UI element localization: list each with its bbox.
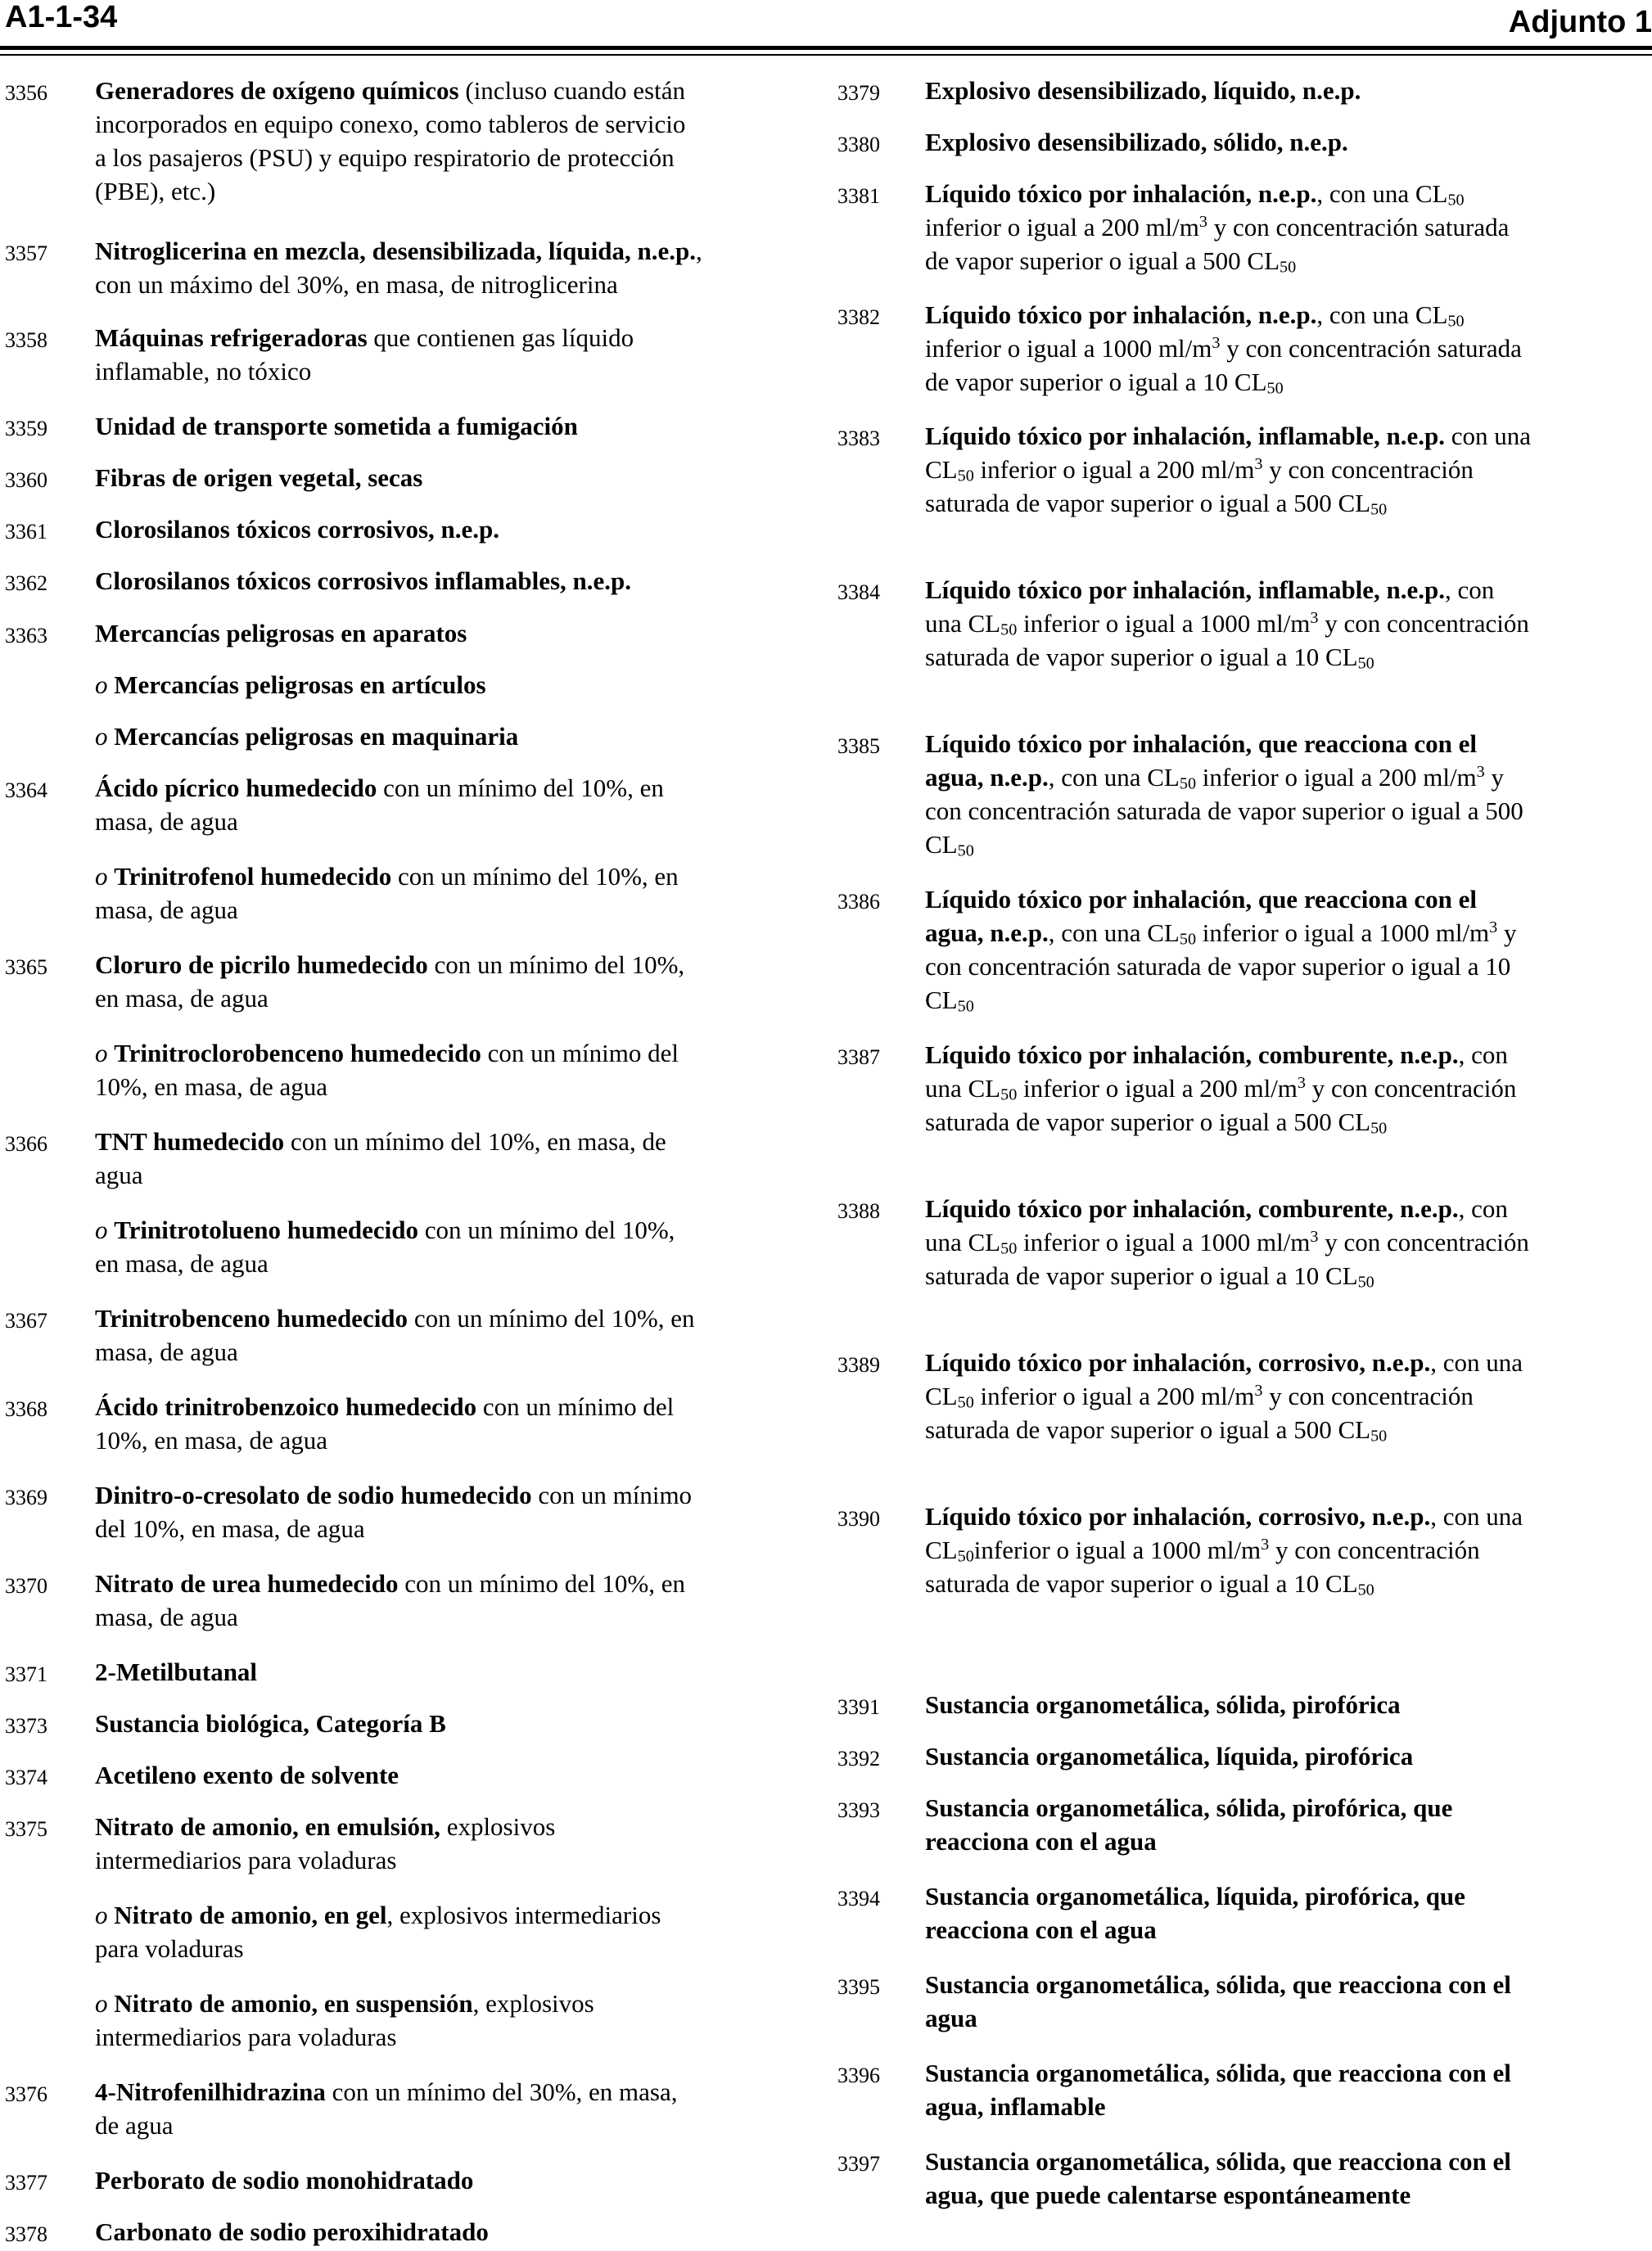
un-number: 3397 bbox=[837, 2152, 880, 2176]
entry-line: $CL_{50}inferior$ o igual a 1000 $ml/m^3$ y con concentración bbox=[925, 1535, 1480, 1566]
entry-description bbox=[925, 1739, 1652, 1773]
entry-description bbox=[925, 1038, 1652, 1139]
entry-description bbox=[925, 1879, 1652, 1947]
entry-line: Clorosilanos tóxicos corrosivos inflamables, n.e.p. bbox=[95, 566, 632, 595]
entry-line: Sustancia organometálica, líquida, pirofórica, que bbox=[925, 1882, 1465, 1910]
entry-description bbox=[95, 564, 807, 598]
un-number: 3356 bbox=[5, 81, 47, 105]
entry-line: agua, n.e.p., con una $CL_{50}$ inferior o igual a 200 $ml/m^3$ y bbox=[925, 762, 1504, 793]
entry-line: Sustancia organometálica, sólida, que reacciona con el bbox=[925, 2059, 1511, 2087]
entry-line: de agua bbox=[95, 2111, 174, 2140]
entry-line: para voladuras bbox=[95, 1934, 244, 1963]
entry-line: 2-Metilbutanal bbox=[95, 1658, 258, 1686]
entry-line: Explosivo desensibilizado, líquido, n.e.p. bbox=[925, 76, 1361, 105]
un-number: 3393 bbox=[837, 1798, 880, 1822]
un-number: 3369 bbox=[5, 1486, 47, 1509]
entry-line: inflamable, no tóxico bbox=[95, 357, 312, 386]
un-number: 3396 bbox=[837, 2064, 880, 2087]
entry-line: Acetileno exento de solvente bbox=[95, 1761, 399, 1789]
un-number: 3386 bbox=[837, 890, 880, 913]
un-number: 3391 bbox=[837, 1695, 880, 1719]
entry-description bbox=[925, 2145, 1652, 2212]
entry-description bbox=[95, 1567, 807, 1634]
entry-line: Líquido tóxico por inhalación, inflamable, n.e.p., con bbox=[925, 575, 1495, 604]
entry-line: Clorosilanos tóxicos corrosivos, n.e.p. bbox=[95, 515, 500, 544]
entry-line: Explosivo desensibilizado, sólido, n.e.p. bbox=[925, 128, 1348, 156]
entry-description bbox=[925, 1968, 1652, 2035]
entry-line: una $CL_{50}$ inferior o igual a 1000 $ml/m^3$ y con concentración bbox=[925, 1227, 1529, 1258]
entry-description bbox=[95, 1707, 807, 1740]
entry-line: a los pasajeros (PSU) y equipo respiratorio de protección bbox=[95, 143, 675, 172]
entry-description bbox=[925, 298, 1652, 399]
entry-line: de vapor superior o igual a 500 $CL_{50}$ bbox=[925, 246, 1297, 277]
entry-description bbox=[925, 177, 1652, 277]
un-number: 3359 bbox=[5, 417, 47, 440]
entry-line: $CL_{50}$ inferior o igual a 200 $ml/m^3$ y con concentración bbox=[925, 454, 1474, 485]
entry-line: incorporados en equipo conexo, como tableros de servicio bbox=[95, 110, 686, 138]
entry-description bbox=[925, 1688, 1652, 1721]
entry-description bbox=[95, 1125, 807, 1192]
entry-line: agua, que puede calentarse espontáneamente bbox=[925, 2181, 1411, 2209]
un-number: 3389 bbox=[837, 1353, 880, 1377]
entry-description bbox=[95, 1036, 807, 1103]
entry-line: saturada de vapor superior o igual a 10 $CL_{50}$ bbox=[925, 643, 1374, 673]
un-number: 3381 bbox=[837, 184, 880, 208]
entry-line: Líquido tóxico por inhalación, que reacciona con el bbox=[925, 729, 1478, 758]
un-number: 3361 bbox=[5, 520, 47, 544]
entry-line: con concentración saturada de vapor superior o igual a 10 bbox=[925, 952, 1511, 981]
entry-line: de vapor superior o igual a 10 $CL_{50}$ bbox=[925, 368, 1284, 398]
entry-line: o Mercancías peligrosas en maquinaria bbox=[95, 722, 519, 751]
entry-line: o Trinitrotolueno humedecido con un mínimo del 10%, bbox=[95, 1216, 675, 1244]
entry-description bbox=[925, 1500, 1652, 1600]
un-number: 3388 bbox=[837, 1199, 880, 1223]
entry-description bbox=[95, 74, 807, 208]
entry-line: Sustancia organometálica, sólida, pirofórica, que bbox=[925, 1793, 1453, 1822]
entry-line: TNT humedecido con un mínimo del 10%, en masa, de bbox=[95, 1127, 666, 1156]
entry-description bbox=[95, 1655, 807, 1689]
entry-line: Ácido pícrico humedecido con un mínimo del 10%, en bbox=[95, 774, 664, 802]
entry-description bbox=[925, 882, 1652, 1017]
un-number: 3379 bbox=[837, 81, 880, 105]
un-number: 3363 bbox=[5, 624, 47, 647]
entry-description bbox=[95, 512, 807, 546]
entry-description bbox=[95, 1810, 807, 1877]
entry-line: Fibras de origen vegetal, secas bbox=[95, 463, 423, 492]
entry-line: Máquinas refrigeradoras que contienen gas líquido bbox=[95, 323, 634, 352]
un-number: 3368 bbox=[5, 1397, 47, 1421]
un-number: 3382 bbox=[837, 305, 880, 329]
entry-line: $CL_{50}$ bbox=[925, 986, 974, 1016]
un-number: 3387 bbox=[837, 1045, 880, 1069]
entry-line: Trinitrobenceno humedecido con un mínimo del 10%, en bbox=[95, 1304, 695, 1333]
entry-description bbox=[925, 1791, 1652, 1858]
entry-description bbox=[95, 1301, 807, 1369]
entry-line: Sustancia organometálica, líquida, pirofórica bbox=[925, 1742, 1414, 1771]
un-number: 3362 bbox=[5, 571, 47, 595]
entry-description bbox=[95, 1758, 807, 1792]
entry-description bbox=[95, 1898, 807, 1965]
entry-line: con concentración saturada de vapor superior o igual a 500 bbox=[925, 796, 1523, 825]
page-header bbox=[0, 0, 1652, 46]
entry-description bbox=[95, 1478, 807, 1545]
entry-line: Nitroglicerina en mezcla, desensibilizada, líquida, n.e.p., bbox=[95, 237, 702, 265]
entry-line: saturada de vapor superior o igual a 500 $CL_{50}$ bbox=[925, 489, 1388, 519]
header-rule bbox=[0, 46, 1652, 50]
entry-line: en masa, de agua bbox=[95, 984, 269, 1013]
entry-line: $CL_{50}$ bbox=[925, 830, 974, 860]
entry-line: Líquido tóxico por inhalación, comburente, n.e.p., con bbox=[925, 1040, 1508, 1069]
entry-line: en masa, de agua bbox=[95, 1249, 269, 1278]
entry-line: Mercancías peligrosas en aparatos bbox=[95, 619, 467, 647]
entry-line: inferior o igual a 200 $ml/m^3$ y con concentración saturada bbox=[925, 212, 1510, 241]
entry-description bbox=[95, 1213, 807, 1280]
page-code: A1-1-34 bbox=[5, 0, 118, 34]
entry-line: masa, de agua bbox=[95, 807, 238, 836]
entry-line: Nitrato de amonio, en emulsión, explosivos bbox=[95, 1812, 556, 1841]
entry-description bbox=[925, 1192, 1652, 1292]
entry-line: masa, de agua bbox=[95, 1603, 238, 1631]
entry-line: o Nitrato de amonio, en suspensión, explosivos bbox=[95, 1989, 594, 2018]
entry-line: con un máximo del 30%, en masa, de nitroglicerina bbox=[95, 270, 618, 299]
entry-description bbox=[95, 409, 807, 443]
entry-line: reacciona con el agua bbox=[925, 1827, 1157, 1856]
entry-description bbox=[925, 125, 1652, 159]
entry-line: inferior o igual a 1000 $ml/m^3$ y con concentración saturada bbox=[925, 333, 1522, 363]
entry-line: Líquido tóxico por inhalación, corrosivo, n.e.p., con una bbox=[925, 1348, 1523, 1377]
un-number: 3376 bbox=[5, 2082, 47, 2106]
entry-line: agua, n.e.p., con una $CL_{50}$ inferior o igual a 1000 $ml/m^3$ y bbox=[925, 918, 1517, 949]
entry-line: agua bbox=[95, 1161, 143, 1189]
annex-label: Adjunto 1 bbox=[1508, 5, 1652, 39]
entry-line: o Mercancías peligrosas en artículos bbox=[95, 670, 486, 699]
entry-description bbox=[95, 1987, 807, 2054]
entry-line: Líquido tóxico por inhalación, comburente, n.e.p., con bbox=[925, 1194, 1508, 1223]
entry-line: 10%, en masa, de agua bbox=[95, 1426, 328, 1455]
entry-line: intermediarios para voladuras bbox=[95, 2023, 397, 2051]
entry-description bbox=[925, 1346, 1652, 1446]
entry-line: Ácido trinitrobenzoico humedecido con un mínimo del bbox=[95, 1392, 675, 1421]
un-number: 3395 bbox=[837, 1975, 880, 1999]
entry-line: del 10%, en masa, de agua bbox=[95, 1514, 365, 1543]
un-number: 3394 bbox=[837, 1887, 880, 1910]
entry-line: Sustancia biológica, Categoría B bbox=[95, 1709, 446, 1738]
un-number: 3384 bbox=[837, 580, 880, 604]
entry-line: agua, inflamable bbox=[925, 2092, 1106, 2121]
entry-line: saturada de vapor superior o igual a 500 $CL_{50}$ bbox=[925, 1415, 1388, 1446]
un-number: 3392 bbox=[837, 1747, 880, 1771]
entry-line: una $CL_{50}$ inferior o igual a 200 $ml/m^3$ y con concentración bbox=[925, 1073, 1517, 1104]
un-number: 3378 bbox=[5, 2222, 47, 2246]
entry-line: 4-Nitrofenilhidrazina con un mínimo del 30%, en masa, bbox=[95, 2077, 678, 2106]
entry-line: Líquido tóxico por inhalación, n.e.p., con una $CL_{50}$ bbox=[925, 179, 1465, 210]
entry-line: masa, de agua bbox=[95, 1338, 238, 1366]
entry-line: o Nitrato de amonio, en gel, explosivos intermediarios bbox=[95, 1901, 661, 1929]
entry-description bbox=[925, 2056, 1652, 2123]
entry-line: agua bbox=[925, 2004, 977, 2032]
entry-description bbox=[95, 859, 807, 927]
entry-line: Sustancia organometálica, sólida, que reacciona con el bbox=[925, 2147, 1511, 2176]
header-rule-thin bbox=[0, 54, 1652, 56]
entry-description bbox=[95, 948, 807, 1015]
entry-description bbox=[95, 616, 807, 650]
un-number: 3385 bbox=[837, 734, 880, 758]
entry-line: saturada de vapor superior o igual a 500 $CL_{50}$ bbox=[925, 1107, 1388, 1138]
entry-line: Dinitro-o-cresolato de sodio humedecido con un mínimo bbox=[95, 1481, 693, 1509]
un-number: 3364 bbox=[5, 778, 47, 802]
entry-description bbox=[95, 2163, 807, 2197]
entry-line: masa, de agua bbox=[95, 895, 238, 924]
un-number: 3366 bbox=[5, 1132, 47, 1156]
un-number: 3373 bbox=[5, 1714, 47, 1738]
entry-line: Cloruro de picrilo humedecido con un mínimo del 10%, bbox=[95, 950, 685, 979]
entry-line: Líquido tóxico por inhalación, inflamable, n.e.p. con una bbox=[925, 422, 1532, 450]
entry-description bbox=[925, 419, 1652, 520]
un-number: 3377 bbox=[5, 2171, 47, 2195]
entry-line: una $CL_{50}$ inferior o igual a 1000 $ml/m^3$ y con concentración bbox=[925, 608, 1529, 639]
entry-line: Nitrato de urea humedecido con un mínimo del 10%, en bbox=[95, 1569, 685, 1598]
entry-line: saturada de vapor superior o igual a 10 $CL_{50}$ bbox=[925, 1261, 1374, 1292]
entry-description bbox=[95, 2215, 807, 2249]
entry-line: saturada de vapor superior o igual a 10 $CL_{50}$ bbox=[925, 1569, 1374, 1599]
entry-line: Sustancia organometálica, sólida, que reacciona con el bbox=[925, 1970, 1511, 1999]
un-number: 3375 bbox=[5, 1817, 47, 1841]
entry-line: o Trinitroclorobenceno humedecido con un mínimo del bbox=[95, 1039, 679, 1067]
entry-line: Líquido tóxico por inhalación, que reacciona con el bbox=[925, 885, 1478, 913]
entry-description bbox=[925, 74, 1652, 107]
un-number: 3365 bbox=[5, 955, 47, 979]
un-number: 3383 bbox=[837, 426, 880, 450]
un-number: 3380 bbox=[837, 133, 880, 156]
entry-line: $CL_{50}$ inferior o igual a 200 $ml/m^3$ y con concentración bbox=[925, 1381, 1474, 1412]
entry-description bbox=[95, 321, 807, 388]
entry-line: 10%, en masa, de agua bbox=[95, 1072, 328, 1101]
entry-description bbox=[925, 573, 1652, 674]
entry-description bbox=[95, 2075, 807, 2142]
entry-line: intermediarios para voladuras bbox=[95, 1846, 397, 1874]
entry-line: Sustancia organometálica, sólida, pirofórica bbox=[925, 1690, 1401, 1719]
entry-description bbox=[95, 668, 807, 701]
entry-line: o Trinitrofenol humedecido con un mínimo del 10%, en bbox=[95, 862, 679, 891]
entry-line: reacciona con el agua bbox=[925, 1915, 1157, 1944]
entry-line: Carbonato de sodio peroxihidratado bbox=[95, 2217, 489, 2246]
un-number: 3358 bbox=[5, 328, 47, 352]
un-number: 3390 bbox=[837, 1507, 880, 1531]
entry-description bbox=[925, 727, 1652, 861]
entry-description bbox=[95, 234, 807, 301]
entry-description bbox=[95, 771, 807, 838]
un-number: 3371 bbox=[5, 1662, 47, 1686]
entry-line: Perborato de sodio monohidratado bbox=[95, 2166, 474, 2195]
un-number: 3357 bbox=[5, 241, 47, 265]
entry-description bbox=[95, 720, 807, 753]
entry-line: Líquido tóxico por inhalación, corrosivo, n.e.p., con una bbox=[925, 1502, 1523, 1531]
entry-description bbox=[95, 461, 807, 494]
entry-line: Unidad de transporte sometida a fumigación bbox=[95, 412, 578, 440]
un-number: 3367 bbox=[5, 1309, 47, 1333]
entry-line: (PBE), etc.) bbox=[95, 177, 216, 205]
entry-line: Generadores de oxígeno químicos (incluso cuando están bbox=[95, 76, 685, 105]
un-number: 3360 bbox=[5, 468, 47, 492]
un-number: 3374 bbox=[5, 1766, 47, 1789]
entry-description bbox=[95, 1390, 807, 1457]
un-number: 3370 bbox=[5, 1574, 47, 1598]
entry-line: Líquido tóxico por inhalación, n.e.p., con una $CL_{50}$ bbox=[925, 300, 1465, 331]
